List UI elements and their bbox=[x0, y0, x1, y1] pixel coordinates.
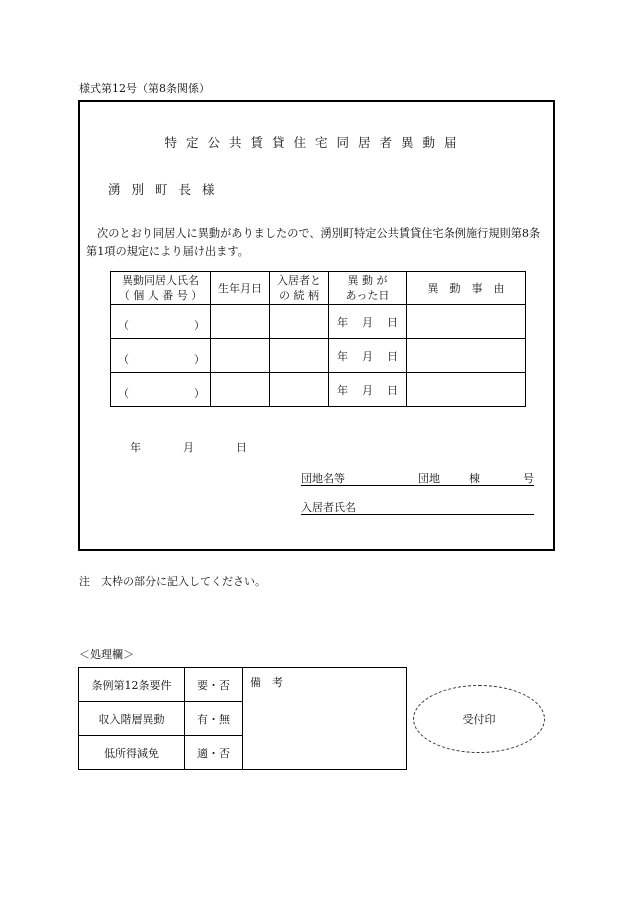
paren-open: （ bbox=[118, 319, 129, 332]
header-when-line2: あった日 bbox=[345, 289, 390, 302]
change-date-field[interactable] bbox=[329, 339, 407, 373]
table-row bbox=[111, 339, 526, 373]
addressee: 湧別町長様 bbox=[108, 182, 226, 197]
paren-close: ） bbox=[194, 319, 205, 332]
relation-field[interactable] bbox=[270, 373, 329, 407]
form-number: 様式第12号（第8条関係） bbox=[79, 82, 210, 95]
header-birthdate: 生年月日 bbox=[211, 272, 270, 305]
estate-label: 団地名等 bbox=[301, 472, 345, 485]
number-unit: 号 bbox=[523, 472, 534, 485]
header-relation bbox=[270, 272, 329, 305]
reason-field[interactable] bbox=[407, 305, 526, 339]
year-label: 年 bbox=[337, 315, 348, 329]
submission-date[interactable] bbox=[130, 439, 247, 455]
birthdate-field[interactable] bbox=[211, 305, 270, 339]
table-row bbox=[111, 373, 526, 407]
month-label: 月 bbox=[362, 383, 373, 397]
day-label: 日 bbox=[236, 441, 247, 454]
processing-item: 低所得減免 bbox=[79, 736, 185, 770]
header-relation-line2: の 続 柄 bbox=[279, 289, 319, 302]
month-label: 月 bbox=[362, 315, 373, 329]
month-label: 月 bbox=[362, 349, 373, 363]
paren-close: ） bbox=[194, 353, 205, 366]
paren-open: （ bbox=[118, 353, 129, 366]
note: 注 太枠の部分に記入してください。 bbox=[79, 575, 266, 588]
change-date-field[interactable] bbox=[329, 373, 407, 407]
year-label: 年 bbox=[130, 441, 141, 454]
table-row bbox=[111, 305, 526, 339]
relation-field[interactable] bbox=[270, 305, 329, 339]
building-unit: 棟 bbox=[469, 472, 480, 485]
header-name-line1: 異動同居人氏名 bbox=[122, 274, 199, 287]
table-row bbox=[79, 668, 407, 702]
body-text: 次のとおり同居人に異動がありましたので、湧別町特定公共賃貸住宅条例施行規則第8条第1項の規定により届け出ます。 bbox=[86, 227, 541, 258]
remarks-label: 備 考 bbox=[250, 676, 283, 689]
paren-open: （ bbox=[118, 387, 129, 400]
day-label: 日 bbox=[387, 315, 398, 329]
header-reason: 異 動 事 由 bbox=[407, 272, 526, 305]
table-header-row bbox=[111, 272, 526, 305]
reason-field[interactable] bbox=[407, 373, 526, 407]
year-label: 年 bbox=[337, 349, 348, 363]
processing-item: 収入階層異動 bbox=[79, 702, 185, 736]
processing-label: ＜処理欄＞ bbox=[79, 648, 134, 661]
reception-seal bbox=[413, 685, 545, 753]
processing-value[interactable]: 適・否 bbox=[185, 736, 243, 770]
birthdate-field[interactable] bbox=[211, 373, 270, 407]
header-name bbox=[111, 272, 211, 305]
day-label: 日 bbox=[387, 383, 398, 397]
processing-item: 条例第12条要件 bbox=[79, 668, 185, 702]
seal-label: 受付印 bbox=[462, 713, 496, 726]
processing-value[interactable]: 要・否 bbox=[185, 668, 243, 702]
name-field[interactable] bbox=[111, 373, 211, 407]
day-label: 日 bbox=[387, 349, 398, 363]
change-table bbox=[110, 271, 526, 407]
estate-unit: 団地 bbox=[418, 472, 440, 485]
header-relation-line1: 入居者と bbox=[277, 274, 321, 287]
resident-label: 入居者氏名 bbox=[301, 501, 356, 514]
header-when-line1: 異 動 が bbox=[347, 274, 388, 287]
header-name-line2: （ 個 人 番 号 ） bbox=[118, 289, 203, 302]
relation-field[interactable] bbox=[270, 339, 329, 373]
name-field[interactable] bbox=[111, 305, 211, 339]
estate-line[interactable] bbox=[301, 470, 534, 486]
reason-field[interactable] bbox=[407, 339, 526, 373]
paren-close: ） bbox=[194, 387, 205, 400]
processing-value[interactable]: 有・無 bbox=[185, 702, 243, 736]
name-field[interactable] bbox=[111, 339, 211, 373]
change-date-field[interactable] bbox=[329, 305, 407, 339]
month-label: 月 bbox=[183, 441, 194, 454]
birthdate-field[interactable] bbox=[211, 339, 270, 373]
processing-table bbox=[78, 667, 407, 770]
form-title: 特定公共賃貸住宅同居者異動届 bbox=[164, 135, 466, 150]
resident-name-line[interactable] bbox=[301, 499, 534, 515]
remarks-cell[interactable] bbox=[243, 668, 407, 770]
year-label: 年 bbox=[337, 383, 348, 397]
header-change-date bbox=[329, 272, 407, 305]
